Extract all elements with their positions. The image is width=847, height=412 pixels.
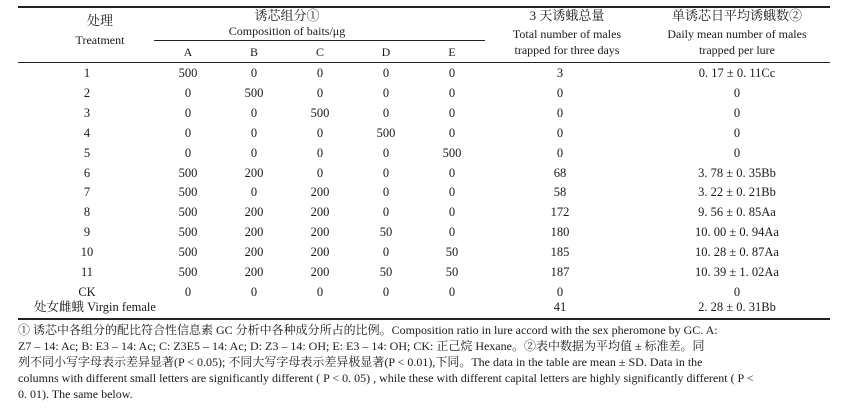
cell-treatment: 1 <box>83 66 91 80</box>
cell-b: 200 <box>244 225 264 239</box>
cell-b: 200 <box>244 166 264 180</box>
cell-b: 0 <box>250 126 258 140</box>
footnote-line-2: Z7 – 14: Ac; B: E3 – 14: Ac; C: Z3E5 – 14: Ac; D: Z3 – 14: OH; E: E3 – 14: OH; CK: 正己烷 Hexane。②表中数据为平均值 ± 标准差。同 <box>18 339 705 353</box>
cell-total: 0 <box>556 106 564 120</box>
cell-a: 500 <box>178 245 198 259</box>
cell-c: 0 <box>316 126 324 140</box>
header-component-d: D <box>381 45 391 59</box>
cell-c: 200 <box>310 245 330 259</box>
header-treatment-cn: 处理 <box>86 13 114 28</box>
header-component-a: A <box>183 45 193 59</box>
cell-treatment: 8 <box>83 205 91 219</box>
header-treatment-en: Treatment <box>75 33 125 47</box>
cell-c: 0 <box>316 166 324 180</box>
cell-daily: 0 <box>733 146 741 160</box>
cell-treatment: 9 <box>83 225 91 239</box>
cell-d: 0 <box>382 146 390 160</box>
composition-underline <box>154 40 485 41</box>
cell-a: 0 <box>184 285 192 299</box>
cell-b: 0 <box>250 285 258 299</box>
cell-c: 500 <box>310 106 330 120</box>
cell-e: 50 <box>445 245 459 259</box>
cell-total: 180 <box>550 225 570 239</box>
cell-b: 0 <box>250 106 258 120</box>
cell-a: 0 <box>184 106 192 120</box>
cell-a: 500 <box>178 185 198 199</box>
footnote-line-1: ① 诱芯中各组分的配比符合性信息素 GC 分析中各种成分所占的比例。Composition ratio in lure accord with the sex pheromone by GC. A: <box>18 323 718 337</box>
cell-d: 0 <box>382 86 390 100</box>
cell-d: 0 <box>382 285 390 299</box>
cell-total: 0 <box>556 285 564 299</box>
cell-c: 0 <box>316 86 324 100</box>
cell-total: 0 <box>556 146 564 160</box>
cell-d: 0 <box>382 166 390 180</box>
cell-e: 0 <box>448 126 456 140</box>
header-bottom-rule <box>18 62 830 63</box>
cell-daily: 0 <box>733 285 741 299</box>
cell-treatment: 11 <box>80 265 94 279</box>
cell-d: 0 <box>382 205 390 219</box>
cell-treatment: 4 <box>83 126 91 140</box>
cell-b: 500 <box>244 86 264 100</box>
cell-treatment: CK <box>78 285 96 299</box>
cell-total: 172 <box>550 205 570 219</box>
cell-d: 50 <box>379 225 393 239</box>
footnote-line-3: 列不同小写字母表示差异显著(P < 0.05); 不同大写字母表示差异极显著(P < 0.01),下同。The data in the table are mean ± SD. Data in the <box>18 355 703 369</box>
header-composition-cn: 诱芯组分① <box>254 8 320 23</box>
cell-treatment: 3 <box>83 106 91 120</box>
cell-c: 0 <box>316 146 324 160</box>
cell-b: 200 <box>244 245 264 259</box>
cell-a: 0 <box>184 86 192 100</box>
cell-b: 200 <box>244 265 264 279</box>
cell-e: 0 <box>448 166 456 180</box>
cell-e: 0 <box>448 185 456 199</box>
cell-d: 0 <box>382 185 390 199</box>
header-daily-cn: 单诱芯日平均诱蛾数② <box>671 8 803 23</box>
virgin-female-total: 41 <box>553 300 567 314</box>
cell-treatment: 5 <box>83 146 91 160</box>
cell-e: 0 <box>448 225 456 239</box>
cell-daily: 3. 78 ± 0. 35Bb <box>698 166 776 180</box>
cell-a: 500 <box>178 265 198 279</box>
header-composition-en: Composition of baits/μg <box>228 24 346 38</box>
cell-daily: 0 <box>733 106 741 120</box>
cell-total: 187 <box>550 265 570 279</box>
header-total-en-2: trapped for three days <box>514 43 620 57</box>
cell-treatment: 6 <box>83 166 91 180</box>
cell-a: 0 <box>184 126 192 140</box>
cell-e: 0 <box>448 205 456 219</box>
cell-a: 500 <box>178 225 198 239</box>
cell-d: 500 <box>376 126 396 140</box>
cell-a: 500 <box>178 166 198 180</box>
cell-treatment: 2 <box>83 86 91 100</box>
cell-d: 0 <box>382 245 390 259</box>
cell-c: 200 <box>310 265 330 279</box>
cell-treatment: 7 <box>83 185 91 199</box>
cell-d: 0 <box>382 106 390 120</box>
cell-total: 0 <box>556 126 564 140</box>
cell-daily: 0. 17 ± 0. 11Cc <box>698 66 776 80</box>
cell-treatment: 10 <box>80 245 94 259</box>
cell-e: 0 <box>448 285 456 299</box>
header-daily-en-1: Daily mean number of males <box>667 27 807 41</box>
header-component-c: C <box>315 45 325 59</box>
header-daily-en-2: trapped per lure <box>699 43 775 57</box>
cell-daily: 10. 39 ± 1. 02Aa <box>695 265 779 279</box>
header-component-e: E <box>448 45 456 59</box>
header-component-b: B <box>249 45 259 59</box>
cell-daily: 0 <box>733 86 741 100</box>
cell-e: 500 <box>442 146 462 160</box>
cell-c: 200 <box>310 225 330 239</box>
header-total-cn: 3 天诱蛾总量 <box>529 8 605 23</box>
cell-b: 0 <box>250 185 258 199</box>
cell-b: 200 <box>244 205 264 219</box>
cell-b: 0 <box>250 146 258 160</box>
table-bottom-rule <box>18 318 830 320</box>
virgin-female-label: 处女雌蛾 Virgin female <box>34 300 156 314</box>
cell-d: 0 <box>382 66 390 80</box>
cell-daily: 10. 00 ± 0. 94Aa <box>695 225 779 239</box>
cell-c: 0 <box>316 285 324 299</box>
cell-e: 0 <box>448 106 456 120</box>
footnote-line-5: 0. 01). The same below. <box>18 387 133 401</box>
footnote-line-4: columns with different small letters are significantly different ( P < 0. 05) , while these with different capital letters are highly significantly different ( P < <box>18 371 754 385</box>
virgin-female-daily: 2. 28 ± 0. 31Bb <box>698 300 776 314</box>
cell-daily: 3. 22 ± 0. 21Bb <box>698 185 776 199</box>
header-total-en-1: Total number of males <box>512 27 622 41</box>
cell-a: 0 <box>184 146 192 160</box>
cell-b: 0 <box>250 66 258 80</box>
cell-total: 68 <box>553 166 567 180</box>
cell-daily: 9. 56 ± 0. 85Aa <box>698 205 776 219</box>
cell-total: 0 <box>556 86 564 100</box>
cell-e: 50 <box>445 265 459 279</box>
cell-a: 500 <box>178 205 198 219</box>
cell-a: 500 <box>178 66 198 80</box>
cell-total: 185 <box>550 245 570 259</box>
cell-c: 200 <box>310 205 330 219</box>
cell-total: 58 <box>553 185 567 199</box>
cell-total: 3 <box>556 66 564 80</box>
cell-e: 0 <box>448 66 456 80</box>
cell-d: 50 <box>379 265 393 279</box>
cell-daily: 10. 28 ± 0. 87Aa <box>695 245 779 259</box>
cell-daily: 0 <box>733 126 741 140</box>
cell-c: 0 <box>316 66 324 80</box>
cell-e: 0 <box>448 86 456 100</box>
cell-c: 200 <box>310 185 330 199</box>
